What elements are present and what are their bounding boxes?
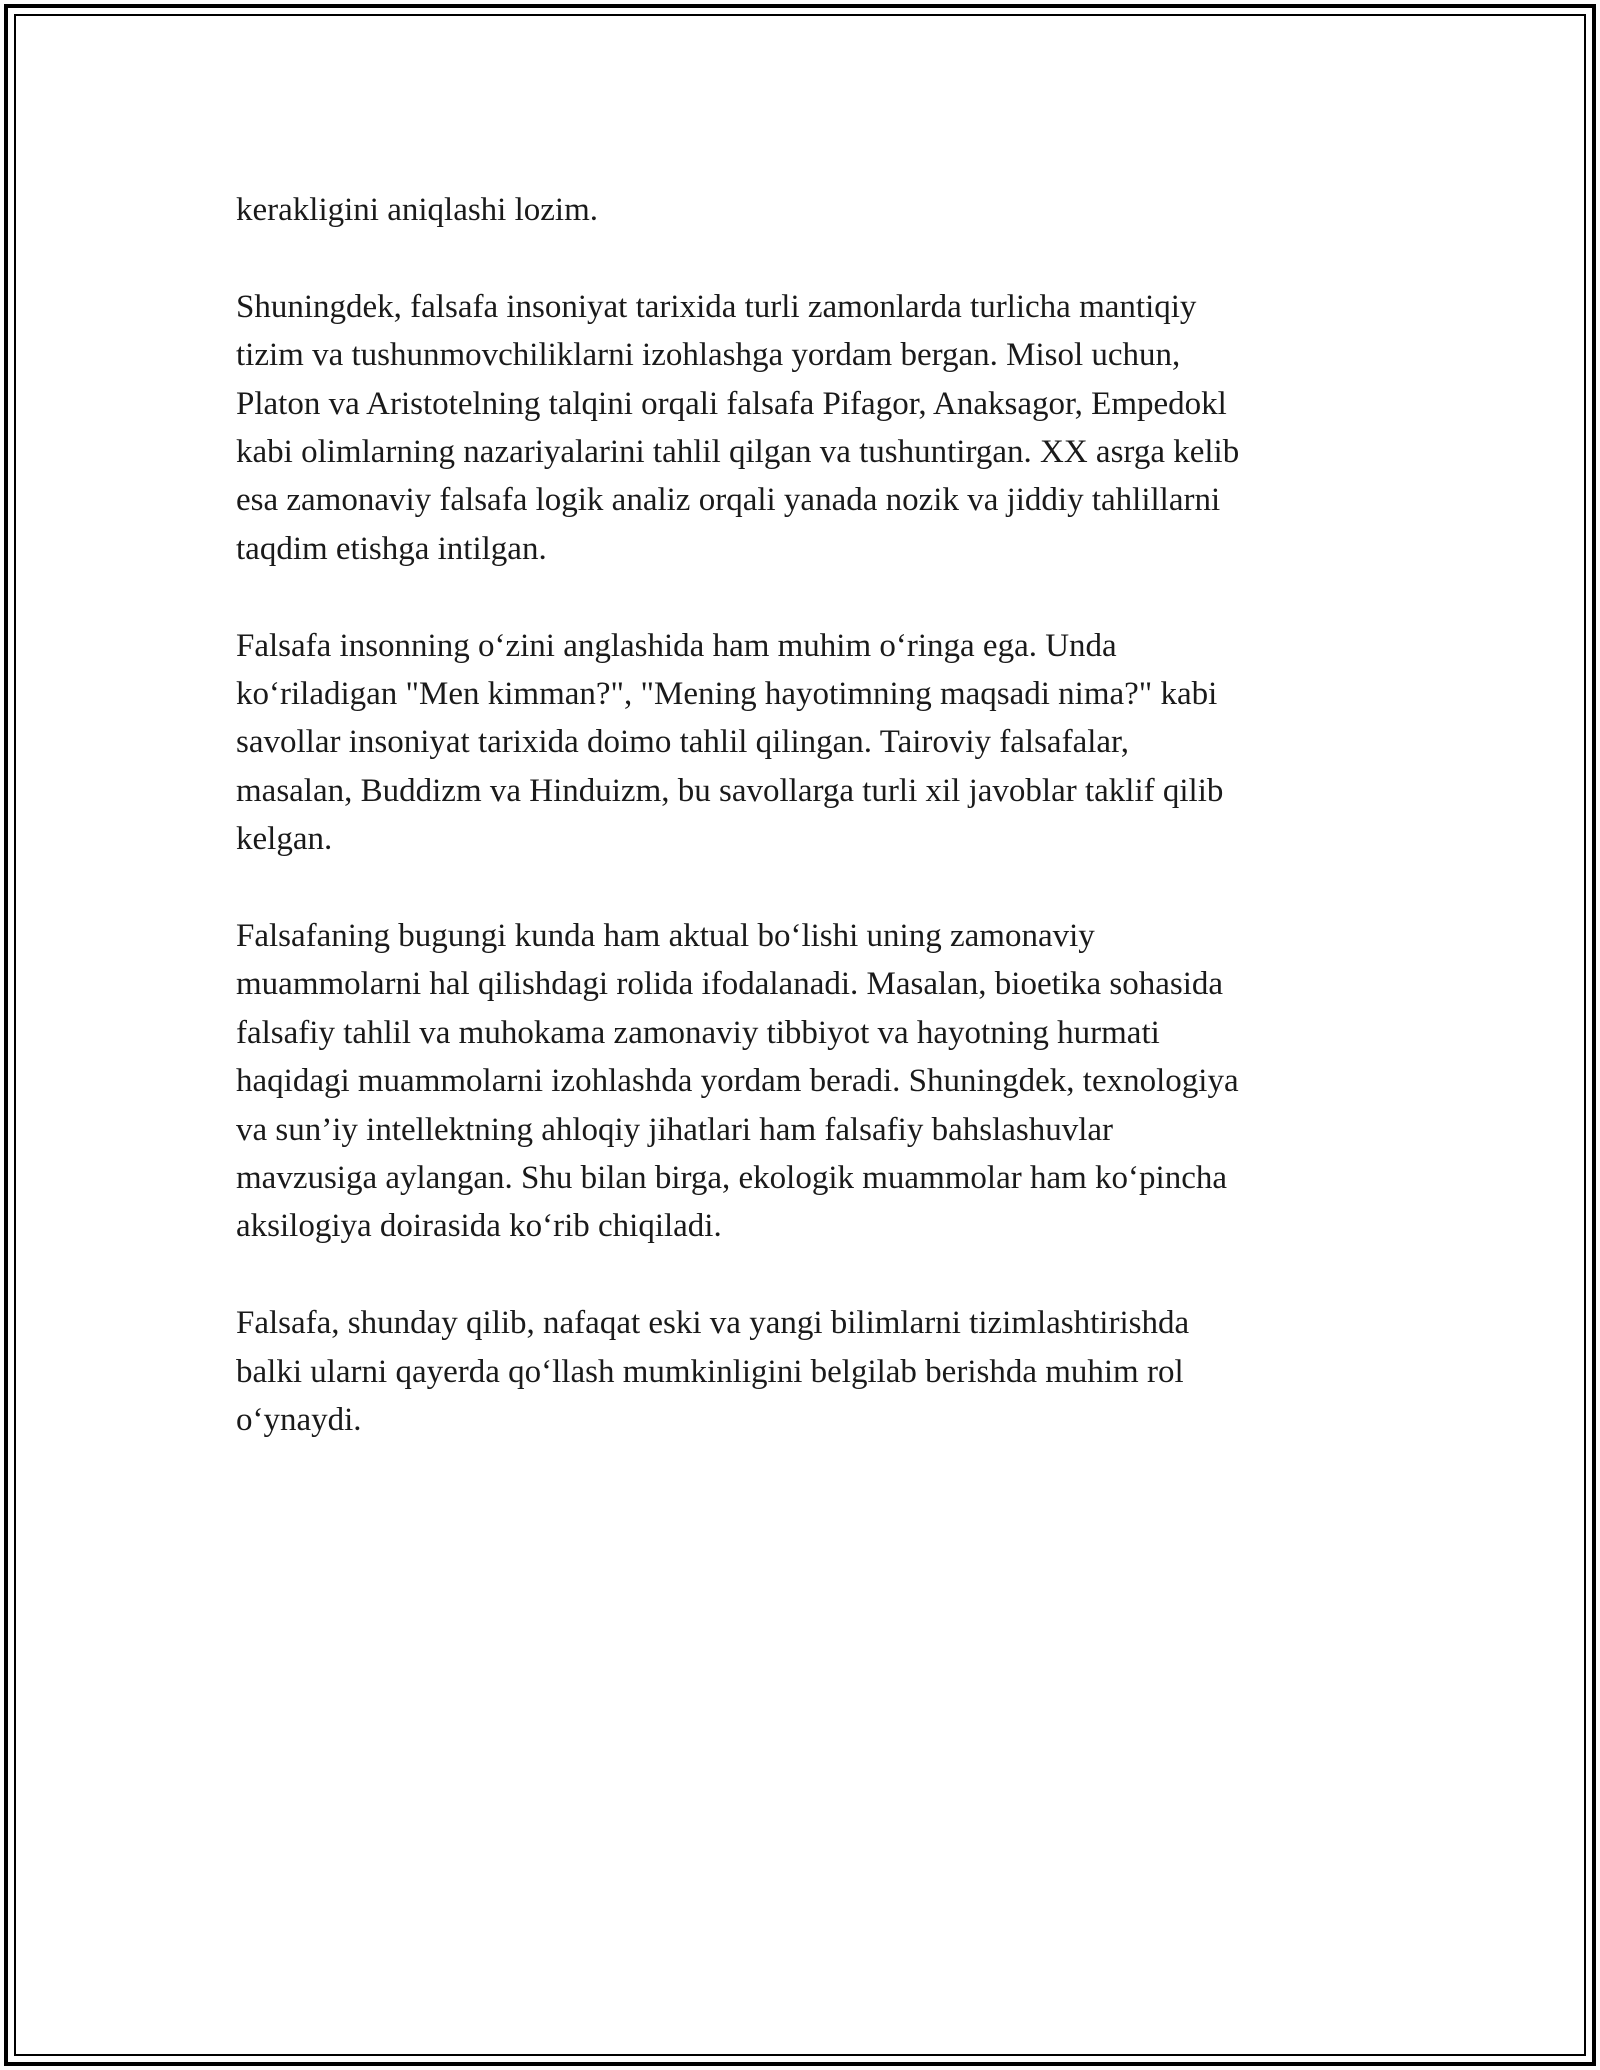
paragraph-2: Shuningdek, falsafa insoniyat tarixida turli zamonlarda turlicha mantiqiy tizim va tushunmovchiliklarni izohlashga yordam bergan. Misol uchun, Platon va Aristotelning talqini orqali falsafa Pifagor, Anaksagor, Empedokl kabi olimlarning nazariyalarini tahlil qilgan va tushuntirgan. XX asrga kelib esa zamonaviy falsafa logik analiz orqali yanada nozik va jiddiy tahlillarni taqdim etishga intilgan. xyxy=(236,288,1240,567)
document-body xyxy=(236,186,1376,1493)
paragraph-4: Falsafaning bugungi kunda ham aktual bo‘lishi uning zamonaviy muammolarni hal qilishdagi rolida ifodalanadi. Masalan, bioetika sohasida falsafiy tahlil va muhokama zamonaviy tibbiyot va hayotning hurmati haqidagi muammolarni izohlashda yordam beradi. Shuningdek, texnologiya va sun’iy intellektning ahloqiy jihatlari ham falsafiy bahslashuvlar mavzusiga aylangan. Shu bilan birga, ekologik muammolar ham ko‘pincha aksilogiya doirasida ko‘rib chiqiladi. xyxy=(236,918,1239,1245)
paragraph-3: Falsafa insonning o‘zini anglashida ham muhim o‘ringa ega. Unda ko‘riladigan "Men kimman?", "Mening hayotimning maqsadi nima?" kabi savollar insoniyat tarixida doimo tahlil qilingan. Tairoviy falsafalar, masalan, Buddizm va Hinduizm, bu savollarga turli xil javoblar taklif qilib kelgan. xyxy=(236,627,1224,858)
paragraph-1: kerakligini aniqlashi lozim. xyxy=(236,192,599,228)
paragraph-5: Falsafa, shunday qilib, nafaqat eski va yangi bilimlarni tizimlashtirishda balki ularni qayerda qo‘llash mumkinligini belgilab berishda muhim rol o‘ynaydi. xyxy=(236,1305,1190,1439)
